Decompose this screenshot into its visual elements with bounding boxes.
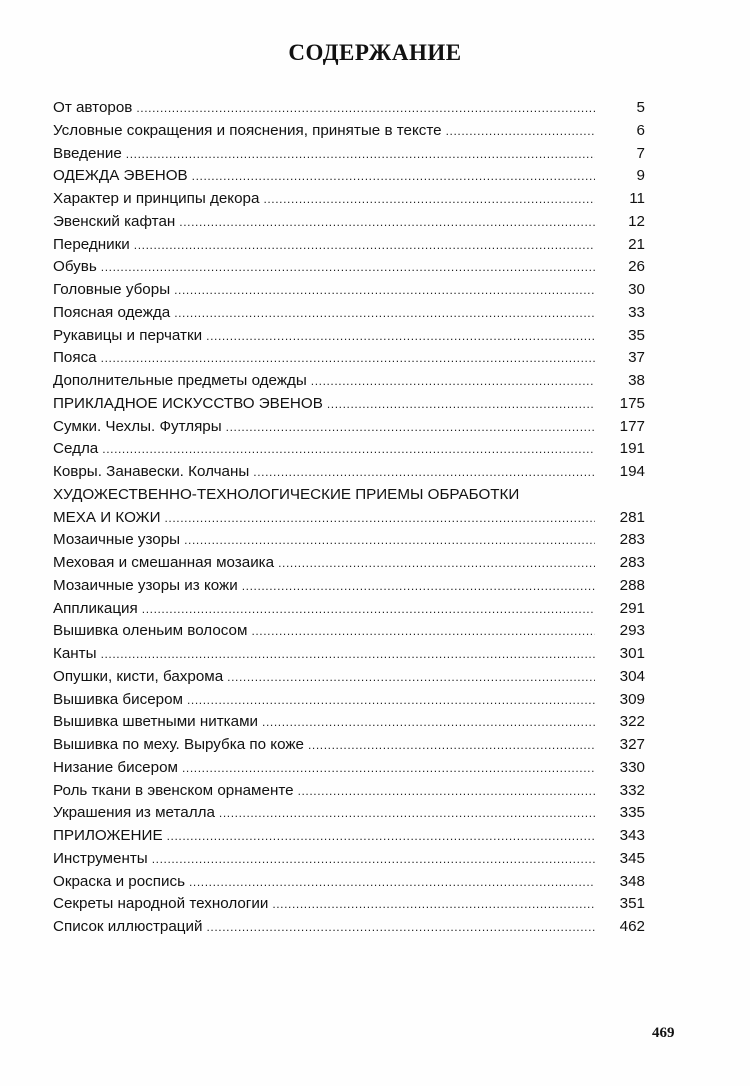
toc-entry-page: 343 bbox=[619, 827, 645, 844]
toc-entry-page: 332 bbox=[619, 781, 645, 799]
dot-leader bbox=[227, 670, 595, 684]
toc-entry-page: 291 bbox=[619, 599, 645, 617]
toc-entry[interactable] bbox=[53, 213, 645, 236]
toc-entry-page: 304 bbox=[619, 667, 645, 685]
toc-entry-page: 462 bbox=[619, 918, 645, 935]
dot-leader bbox=[219, 806, 595, 820]
dot-leader bbox=[179, 215, 595, 229]
toc-entry-page: 330 bbox=[619, 758, 645, 776]
toc-entry-label: ПРИКЛАДНОЕ ИСКУССТВО ЭВЕНОВ bbox=[53, 394, 323, 412]
toc-entry-label: Вышивка по меху. Вырубка по коже bbox=[53, 736, 304, 753]
toc-entry-page: 345 bbox=[619, 849, 645, 867]
toc-entry[interactable] bbox=[53, 190, 645, 213]
toc-entry-page: 26 bbox=[628, 258, 645, 276]
dot-leader bbox=[142, 602, 595, 616]
toc-entry[interactable] bbox=[53, 418, 645, 441]
toc-entry-label: Седла bbox=[53, 440, 99, 458]
dot-leader bbox=[446, 124, 595, 138]
toc-entry-label: Опушки, кисти, бахрома bbox=[53, 667, 224, 685]
toc-entry-label: Введение bbox=[53, 144, 122, 162]
toc-entry[interactable] bbox=[53, 122, 645, 145]
toc-entry[interactable] bbox=[53, 531, 645, 554]
toc-entry-page: 7 bbox=[636, 144, 645, 162]
page-number: 469 bbox=[652, 1025, 675, 1041]
toc-entry-label: Характер и принципы декора bbox=[53, 190, 260, 207]
toc-entry-page: 194 bbox=[619, 463, 645, 480]
toc-entry-label: Окраска и роспись bbox=[53, 872, 185, 890]
dot-leader bbox=[165, 511, 596, 525]
toc-entry[interactable] bbox=[53, 691, 645, 714]
toc-entry-page: 38 bbox=[628, 372, 645, 389]
dot-leader bbox=[308, 738, 595, 752]
toc-entry[interactable] bbox=[53, 736, 645, 759]
dot-leader bbox=[134, 238, 595, 252]
toc-entry-label: МЕХА И КОЖИ bbox=[53, 508, 161, 526]
page-title: СОДЕРЖАНИЕ bbox=[288, 40, 462, 65]
dot-leader bbox=[206, 920, 595, 934]
toc-entry[interactable] bbox=[53, 145, 645, 168]
toc-entry[interactable] bbox=[53, 463, 645, 486]
toc-entry-page: 283 bbox=[619, 531, 645, 549]
toc-entry-label: Список иллюстраций bbox=[53, 918, 203, 935]
dot-leader bbox=[278, 556, 595, 570]
toc-entry-page: 30 bbox=[628, 281, 645, 298]
dot-leader bbox=[327, 397, 595, 411]
toc-entry-page: 281 bbox=[619, 508, 645, 526]
dot-leader bbox=[187, 693, 595, 707]
dot-leader bbox=[298, 784, 595, 798]
toc-entry-label: Дополнительные предметы одежды bbox=[53, 372, 307, 389]
toc-entry-label: Передники bbox=[53, 235, 130, 253]
toc-entry[interactable] bbox=[53, 486, 645, 509]
toc-entry-page: 35 bbox=[628, 326, 645, 344]
dot-leader bbox=[226, 420, 595, 434]
toc-entry[interactable] bbox=[53, 327, 645, 350]
toc-entry-label: Вышивка бисером bbox=[53, 690, 183, 708]
toc-entry[interactable] bbox=[53, 509, 645, 532]
toc-entry-page: 335 bbox=[619, 804, 645, 822]
toc-entry[interactable] bbox=[53, 804, 645, 827]
toc-entry-page: 9 bbox=[636, 167, 645, 185]
toc-entry-label: Роль ткани в эвенском орнаменте bbox=[53, 781, 294, 799]
toc-entry[interactable] bbox=[53, 600, 645, 623]
toc-entry-page: 327 bbox=[619, 736, 645, 753]
dot-leader bbox=[136, 101, 595, 115]
toc-entry-page: 301 bbox=[619, 645, 645, 662]
dot-leader bbox=[184, 533, 595, 547]
toc-entry-label: Низание бисером bbox=[53, 758, 178, 776]
dot-leader bbox=[253, 465, 595, 479]
toc-entry[interactable] bbox=[53, 281, 645, 304]
toc-entry[interactable] bbox=[53, 622, 645, 645]
toc-entry[interactable] bbox=[53, 850, 645, 873]
toc-entry-page: 351 bbox=[619, 895, 645, 913]
toc-entry-label: ПРИЛОЖЕНИЕ bbox=[53, 827, 163, 844]
toc-entry-label: Мозаичные узоры bbox=[53, 531, 181, 549]
toc-entry-page: 322 bbox=[619, 713, 645, 731]
toc-entry[interactable] bbox=[53, 782, 645, 805]
toc-entry[interactable] bbox=[53, 918, 645, 941]
toc-entry-page: 293 bbox=[619, 622, 645, 640]
toc-entry-label: Вышивка шветными нитками bbox=[53, 713, 259, 731]
toc-entry[interactable] bbox=[53, 577, 645, 600]
toc-entry[interactable] bbox=[53, 873, 645, 896]
toc-entry-label: Пояса bbox=[53, 349, 97, 367]
dot-leader bbox=[251, 624, 595, 638]
toc-entry-page: 12 bbox=[628, 212, 645, 230]
toc-entry-label: Меховая и смешанная мозаика bbox=[53, 554, 275, 571]
toc-entry-page: 21 bbox=[628, 235, 645, 253]
toc-entry[interactable] bbox=[53, 713, 645, 736]
toc-entry[interactable] bbox=[53, 372, 645, 395]
toc-entry-label: Головные уборы bbox=[53, 281, 171, 298]
toc-entry-page: 5 bbox=[636, 99, 645, 116]
toc-entry-label: Рукавицы и перчатки bbox=[53, 326, 203, 344]
dot-leader bbox=[101, 647, 595, 661]
dot-leader bbox=[262, 715, 595, 729]
dot-leader bbox=[126, 147, 595, 161]
dot-leader bbox=[174, 283, 595, 297]
dot-leader bbox=[101, 260, 595, 274]
dot-leader bbox=[102, 442, 595, 456]
dot-leader bbox=[311, 374, 595, 388]
toc-entry-label: От авторов bbox=[53, 99, 133, 116]
toc-entry[interactable] bbox=[53, 668, 645, 691]
toc-entry[interactable] bbox=[53, 395, 645, 418]
toc-entry-page: 33 bbox=[628, 303, 645, 321]
dot-leader bbox=[182, 761, 595, 775]
toc-entry[interactable] bbox=[53, 349, 645, 372]
toc-entry[interactable] bbox=[53, 99, 645, 122]
toc-entry-label: Ковры. Занавески. Колчаны bbox=[53, 463, 250, 480]
dot-leader bbox=[189, 875, 595, 889]
toc-entry-page: 175 bbox=[619, 394, 645, 412]
toc-entry-page: 288 bbox=[619, 576, 645, 594]
toc-entry-page: 309 bbox=[619, 690, 645, 708]
toc-entry[interactable] bbox=[53, 645, 645, 668]
table-of-contents bbox=[53, 99, 645, 941]
toc-entry-label: Сумки. Чехлы. Футляры bbox=[53, 417, 222, 435]
toc-entry-label: Эвенский кафтан bbox=[53, 212, 176, 230]
toc-entry-page: 191 bbox=[619, 440, 645, 458]
dot-leader bbox=[101, 351, 595, 365]
toc-entry[interactable] bbox=[53, 258, 645, 281]
toc-entry[interactable] bbox=[53, 236, 645, 259]
toc-entry-page: 11 bbox=[629, 190, 645, 207]
toc-entry-page: 177 bbox=[619, 417, 645, 435]
dot-leader bbox=[206, 329, 595, 343]
toc-entry[interactable] bbox=[53, 759, 645, 782]
toc-entry-label: Канты bbox=[53, 645, 97, 662]
dot-leader bbox=[152, 852, 595, 866]
dot-leader bbox=[263, 192, 595, 206]
toc-entry-page: 6 bbox=[636, 121, 645, 139]
toc-entry-label: ХУДОЖЕСТВЕННО-ТЕХНОЛОГИЧЕСКИЕ ПРИЕМЫ ОБРАБОТКИ bbox=[53, 485, 520, 503]
toc-entry[interactable] bbox=[53, 440, 645, 463]
toc-entry-page: 37 bbox=[628, 349, 645, 367]
toc-entry[interactable] bbox=[53, 827, 645, 850]
toc-entry-label: Секреты народной технологии bbox=[53, 895, 269, 913]
toc-entry-label: Поясная одежда bbox=[53, 303, 171, 321]
toc-entry[interactable] bbox=[53, 304, 645, 327]
toc-entry-page: 348 bbox=[619, 872, 645, 890]
toc-entry-label: Обувь bbox=[53, 258, 97, 276]
toc-entry-label: Украшения из металла bbox=[53, 804, 215, 822]
toc-entry[interactable] bbox=[53, 895, 645, 918]
toc-entry-label: Инструменты bbox=[53, 849, 148, 867]
toc-entry[interactable] bbox=[53, 167, 645, 190]
toc-entry-page: 283 bbox=[619, 554, 645, 571]
dot-leader bbox=[272, 897, 595, 911]
toc-entry-label: ОДЕЖДА ЭВЕНОВ bbox=[53, 167, 188, 185]
toc-entry-label: Вышивка оленьим волосом bbox=[53, 622, 248, 640]
dot-leader bbox=[192, 169, 595, 183]
toc-entry-label: Аппликация bbox=[53, 599, 138, 617]
toc-entry[interactable] bbox=[53, 554, 645, 577]
toc-entry-label: Условные сокращения и пояснения, принятые в тексте bbox=[53, 121, 442, 139]
dot-leader bbox=[242, 579, 595, 593]
dot-leader bbox=[174, 306, 595, 320]
dot-leader bbox=[167, 829, 595, 843]
toc-entry-label: Мозаичные узоры из кожи bbox=[53, 576, 238, 594]
